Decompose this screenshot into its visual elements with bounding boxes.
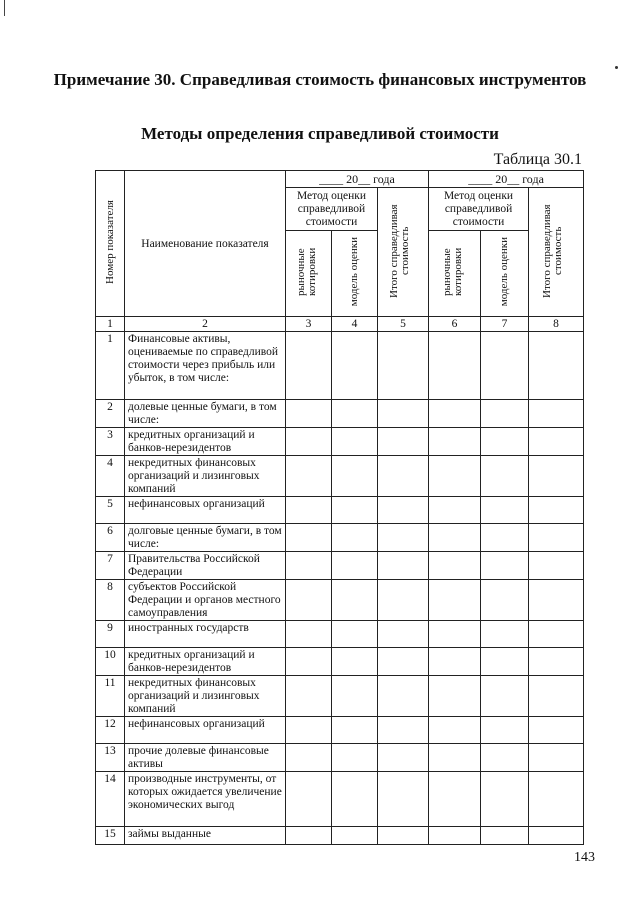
value-cell	[332, 497, 378, 524]
row-number: 2	[96, 400, 125, 428]
row-number: 10	[96, 648, 125, 676]
row-label: Правительства Российской Федерации	[125, 552, 286, 580]
column-number: 3	[286, 317, 332, 332]
value-cell	[529, 744, 584, 772]
value-cell	[429, 621, 481, 648]
value-cell	[529, 648, 584, 676]
value-cell	[286, 524, 332, 552]
value-cell	[429, 332, 481, 400]
table-row	[96, 744, 584, 772]
value-cell	[378, 772, 429, 827]
value-cell	[429, 580, 481, 621]
col-number-header: Номер показателя	[96, 171, 125, 317]
fair-value-table	[95, 170, 584, 845]
value-cell	[286, 400, 332, 428]
value-cell	[429, 552, 481, 580]
value-cell	[429, 456, 481, 497]
row-label: иностранных государств	[125, 621, 286, 648]
row-number: 4	[96, 456, 125, 497]
value-cell	[332, 717, 378, 744]
value-cell	[429, 400, 481, 428]
value-cell	[378, 456, 429, 497]
value-cell	[332, 552, 378, 580]
total-fair-header-1: Итого справедливая стоимость	[378, 188, 429, 317]
value-cell	[529, 621, 584, 648]
value-cell	[286, 428, 332, 456]
value-cell	[332, 648, 378, 676]
scan-artifact-line	[4, 0, 5, 16]
row-label: некредитных финансовых организаций и лизинговых компаний	[125, 676, 286, 717]
row-label: нефинансовых организаций	[125, 717, 286, 744]
value-cell	[481, 580, 529, 621]
value-cell	[481, 772, 529, 827]
value-cell	[429, 717, 481, 744]
value-cell	[286, 497, 332, 524]
value-cell	[429, 648, 481, 676]
col-name-header: Наименование показателя	[125, 171, 286, 317]
row-label: производные инструменты, от которых ожидается увеличение экономических выгод	[125, 772, 286, 827]
row-number: 9	[96, 621, 125, 648]
row-number: 5	[96, 497, 125, 524]
value-cell	[529, 497, 584, 524]
table-row	[96, 676, 584, 717]
value-cell	[378, 827, 429, 845]
method-header-2: Метод оценки справедливой стоимости	[429, 188, 529, 231]
value-cell	[529, 772, 584, 827]
value-cell	[429, 744, 481, 772]
value-cell	[378, 552, 429, 580]
column-number-row	[96, 317, 584, 332]
row-label: прочие долевые финансовые активы	[125, 744, 286, 772]
value-cell	[529, 552, 584, 580]
value-cell	[332, 332, 378, 400]
table-label: Таблица 30.1	[493, 151, 582, 168]
row-number: 7	[96, 552, 125, 580]
value-cell	[481, 428, 529, 456]
row-number: 1	[96, 332, 125, 400]
table-row	[96, 428, 584, 456]
method-header-1: Метод оценки справедливой стоимости	[286, 188, 378, 231]
value-cell	[332, 428, 378, 456]
value-cell	[332, 827, 378, 845]
value-cell	[481, 332, 529, 400]
market-quotes-header-2: рыночные котировки	[429, 231, 481, 317]
row-label: некредитных финансовых организаций и лизинговых компаний	[125, 456, 286, 497]
row-number: 3	[96, 428, 125, 456]
value-cell	[286, 332, 332, 400]
table-row	[96, 648, 584, 676]
table-row	[96, 580, 584, 621]
value-cell	[378, 580, 429, 621]
column-number: 5	[378, 317, 429, 332]
table-row	[96, 400, 584, 428]
model-header-2: модель оценки	[481, 231, 529, 317]
column-number: 1	[96, 317, 125, 332]
column-number: 6	[429, 317, 481, 332]
value-cell	[378, 648, 429, 676]
column-number: 2	[125, 317, 286, 332]
value-cell	[332, 772, 378, 827]
value-cell	[529, 676, 584, 717]
total-fair-header-2: Итого справедливая стоимость	[529, 188, 584, 317]
value-cell	[378, 524, 429, 552]
row-label: займы выданные	[125, 827, 286, 845]
value-cell	[286, 648, 332, 676]
value-cell	[378, 676, 429, 717]
row-label: долговые ценные бумаги, в том числе:	[125, 524, 286, 552]
value-cell	[286, 772, 332, 827]
value-cell	[429, 524, 481, 552]
value-cell	[529, 332, 584, 400]
table-row	[96, 524, 584, 552]
row-number: 12	[96, 717, 125, 744]
table-body	[96, 332, 584, 845]
row-number: 13	[96, 744, 125, 772]
table-row	[96, 332, 584, 400]
value-cell	[286, 580, 332, 621]
value-cell	[286, 827, 332, 845]
value-cell	[332, 524, 378, 552]
value-cell	[378, 621, 429, 648]
value-cell	[529, 456, 584, 497]
value-cell	[481, 827, 529, 845]
value-cell	[332, 621, 378, 648]
value-cell	[481, 552, 529, 580]
value-cell	[286, 552, 332, 580]
value-cell	[286, 676, 332, 717]
header-row-years	[96, 171, 584, 188]
methods-title: Методы определения справедливой стоимости	[141, 124, 499, 143]
value-cell	[332, 744, 378, 772]
value-cell	[481, 621, 529, 648]
value-cell	[332, 580, 378, 621]
value-cell	[332, 676, 378, 717]
column-number: 7	[481, 317, 529, 332]
value-cell	[529, 827, 584, 845]
row-number: 11	[96, 676, 125, 717]
year-header-1: ____ 20__ года	[286, 171, 429, 188]
table-row	[96, 827, 584, 845]
value-cell	[529, 400, 584, 428]
value-cell	[429, 428, 481, 456]
value-cell	[529, 524, 584, 552]
page-number: 143	[574, 850, 595, 865]
value-cell	[378, 717, 429, 744]
table-row	[96, 497, 584, 524]
value-cell	[481, 676, 529, 717]
value-cell	[429, 827, 481, 845]
value-cell	[481, 524, 529, 552]
value-cell	[481, 717, 529, 744]
model-header-1: модель оценки	[332, 231, 378, 317]
row-label: Финансовые активы, оцениваемые по справедливой стоимости через прибыль или убыток, в том числе:	[125, 332, 286, 400]
value-cell	[286, 717, 332, 744]
value-cell	[378, 428, 429, 456]
year-header-2: ____ 20__ года	[429, 171, 584, 188]
row-label: кредитных организаций и банков-нерезидентов	[125, 648, 286, 676]
value-cell	[481, 497, 529, 524]
value-cell	[481, 456, 529, 497]
column-number: 8	[529, 317, 584, 332]
value-cell	[529, 717, 584, 744]
note-title: Примечание 30. Справедливая стоимость финансовых инструментов	[53, 70, 587, 89]
value-cell	[286, 744, 332, 772]
value-cell	[332, 456, 378, 497]
table-row	[96, 621, 584, 648]
table-row	[96, 717, 584, 744]
row-label: долевые ценные бумаги, в том числе:	[125, 400, 286, 428]
value-cell	[378, 332, 429, 400]
scan-artifact-dot	[615, 66, 618, 69]
value-cell	[332, 400, 378, 428]
column-number: 4	[332, 317, 378, 332]
value-cell	[481, 400, 529, 428]
table-row	[96, 456, 584, 497]
value-cell	[286, 621, 332, 648]
row-number: 14	[96, 772, 125, 827]
value-cell	[378, 400, 429, 428]
value-cell	[429, 772, 481, 827]
value-cell	[378, 744, 429, 772]
value-cell	[286, 456, 332, 497]
value-cell	[481, 744, 529, 772]
value-cell	[429, 497, 481, 524]
row-number: 15	[96, 827, 125, 845]
row-number: 8	[96, 580, 125, 621]
value-cell	[481, 648, 529, 676]
value-cell	[529, 428, 584, 456]
value-cell	[378, 497, 429, 524]
table-row	[96, 772, 584, 827]
value-cell	[429, 676, 481, 717]
market-quotes-header-1: рыночные котировки	[286, 231, 332, 317]
row-label: субъектов Российской Федерации и органов местного самоуправления	[125, 580, 286, 621]
value-cell	[529, 580, 584, 621]
row-label: нефинансовых организаций	[125, 497, 286, 524]
row-number: 6	[96, 524, 125, 552]
row-label: кредитных организаций и банков-нерезидентов	[125, 428, 286, 456]
table-row	[96, 552, 584, 580]
